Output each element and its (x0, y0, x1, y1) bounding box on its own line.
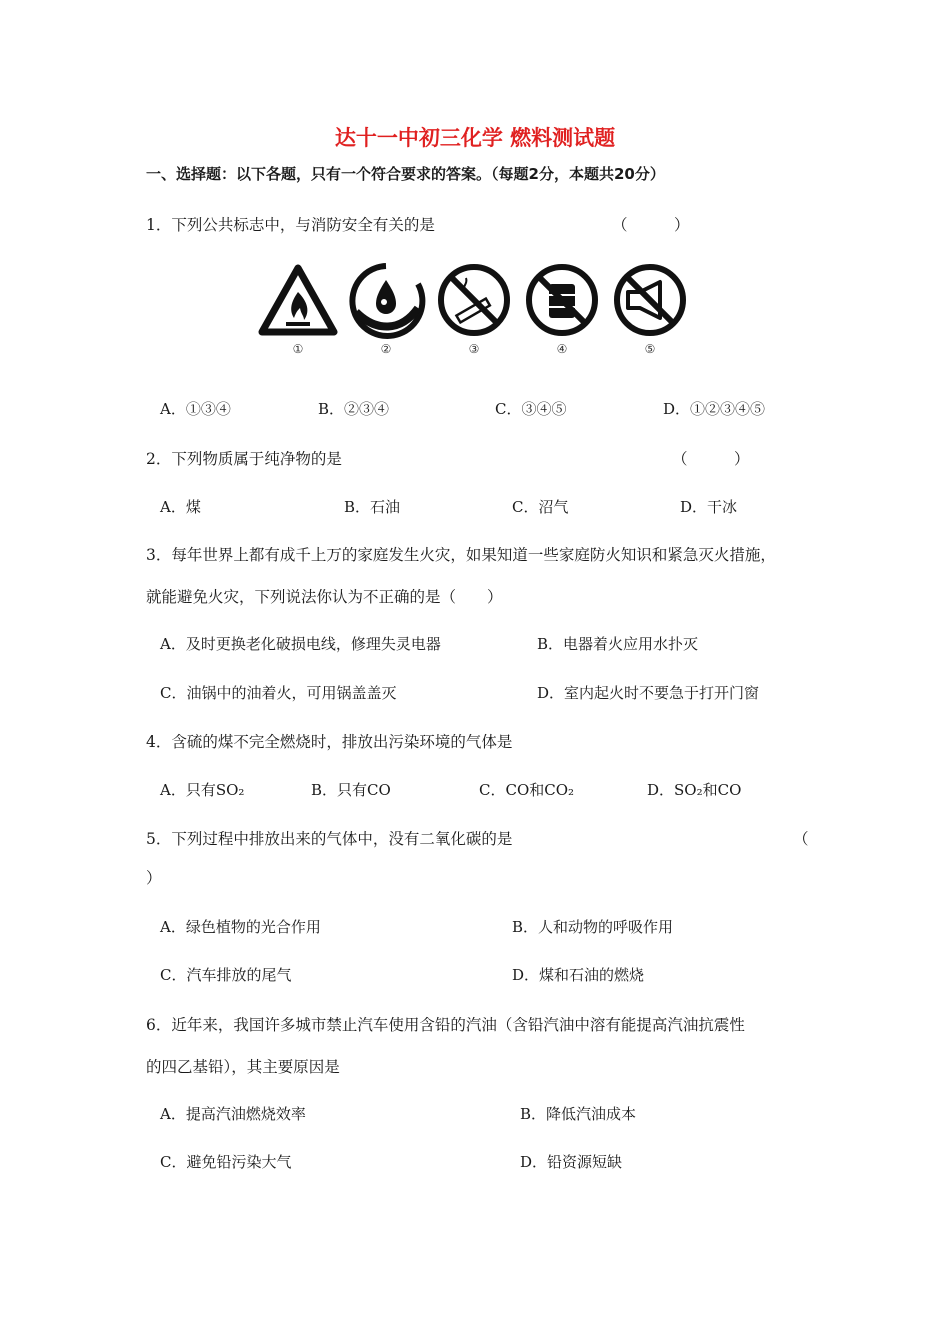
question-4-option-c[interactable]: C．CO和CO₂ (479, 781, 575, 799)
sign-3-label: ③ (468, 342, 480, 356)
question-5-paren-close: ） (146, 869, 162, 887)
question-6-option-c[interactable]: C．避免铅污染大气 (160, 1153, 292, 1171)
question-6-stem-line-2: 的四乙基铅），其主要原因是 (146, 1058, 340, 1076)
no-smoking-icon (434, 262, 514, 340)
question-1-answer-paren: （ ） (612, 216, 690, 234)
question-1-stem: 1．下列公共标志中，与消防安全有关的是 (146, 216, 435, 234)
question-1-option-b[interactable]: B．②③④ (318, 400, 390, 418)
question-4-option-d[interactable]: D．SO₂和CO (647, 781, 742, 799)
question-1-option-a[interactable]: A．①③④ (160, 400, 231, 418)
sign-5 (610, 262, 690, 362)
sign-1-label: ① (292, 342, 304, 356)
question-1-option-c[interactable]: C．③④⑤ (495, 400, 567, 418)
question-2-answer-paren: （ ） (672, 450, 750, 468)
question-3-option-d[interactable]: D．室内起火时不要急于打开门窗 (537, 684, 760, 702)
question-5-paren-open: （ (793, 830, 809, 848)
question-5-option-b[interactable]: B．人和动物的呼吸作用 (512, 918, 674, 936)
question-1-option-d[interactable]: D．①②③④⑤ (663, 400, 766, 418)
sign-4 (522, 262, 602, 362)
question-6-option-b[interactable]: B．降低汽油成本 (520, 1105, 637, 1123)
question-2-option-d[interactable]: D．干冰 (680, 498, 738, 516)
question-6-option-d[interactable]: D．铅资源短缺 (520, 1153, 623, 1171)
flammable-warning-icon (258, 262, 338, 340)
no-horn-icon (610, 262, 690, 340)
sign-5-label: ⑤ (644, 342, 656, 356)
water-saving-icon (346, 262, 426, 340)
question-6-option-a[interactable]: A．提高汽油燃烧效率 (160, 1105, 306, 1123)
question-5-option-d[interactable]: D．煤和石油的燃烧 (512, 966, 645, 984)
question-3-stem-line-2: 就能避免火灾，下列说法你认为不正确的是（ ） (146, 588, 503, 606)
question-6-stem-line-1: 6．近年来，我国许多城市禁止汽车使用含铅的汽油（含铅汽油中溶有能提高汽油抗震性 (146, 1016, 745, 1034)
sign-4-label: ④ (556, 342, 568, 356)
page-title: 达十一中初三化学 燃料测试题 (334, 126, 616, 150)
question-3-stem-line-1: 3．每年世界上都有成千上万的家庭发生火灾，如果知道一些家庭防火知识和紧急灭火措施， (146, 546, 776, 564)
question-3-option-b[interactable]: B．电器着火应用水扑灭 (537, 635, 699, 653)
sign-3 (434, 262, 514, 362)
no-fuel-barrel-icon (522, 262, 602, 340)
question-2-option-a[interactable]: A．煤 (160, 498, 201, 516)
question-4-stem: 4．含硫的煤不完全燃烧时，排放出污染环境的气体是 (146, 733, 513, 751)
sign-1 (258, 262, 338, 362)
question-4-option-a[interactable]: A．只有SO₂ (160, 781, 245, 799)
question-3-option-a[interactable]: A．及时更换老化破损电线，修理失灵电器 (160, 635, 441, 653)
sign-2-label: ② (380, 342, 392, 356)
question-2-stem: 2．下列物质属于纯净物的是 (146, 450, 342, 468)
question-2-option-c[interactable]: C．沼气 (512, 498, 569, 516)
question-4-option-b[interactable]: B．只有CO (311, 781, 391, 799)
question-2-option-b[interactable]: B．石油 (344, 498, 401, 516)
question-5-stem: 5．下列过程中排放出来的气体中，没有二氧化碳的是 (146, 830, 513, 848)
section-heading: 一、选择题：以下各题，只有一个符合要求的答案。（每题2分，本题共20分） (146, 165, 665, 183)
sign-2 (346, 262, 426, 362)
question-5-option-a[interactable]: A．绿色植物的光合作用 (160, 918, 321, 936)
public-signs-figure (258, 262, 698, 362)
question-5-option-c[interactable]: C．汽车排放的尾气 (160, 966, 292, 984)
question-3-option-c[interactable]: C．油锅中的油着火，可用锅盖盖灭 (160, 684, 397, 702)
